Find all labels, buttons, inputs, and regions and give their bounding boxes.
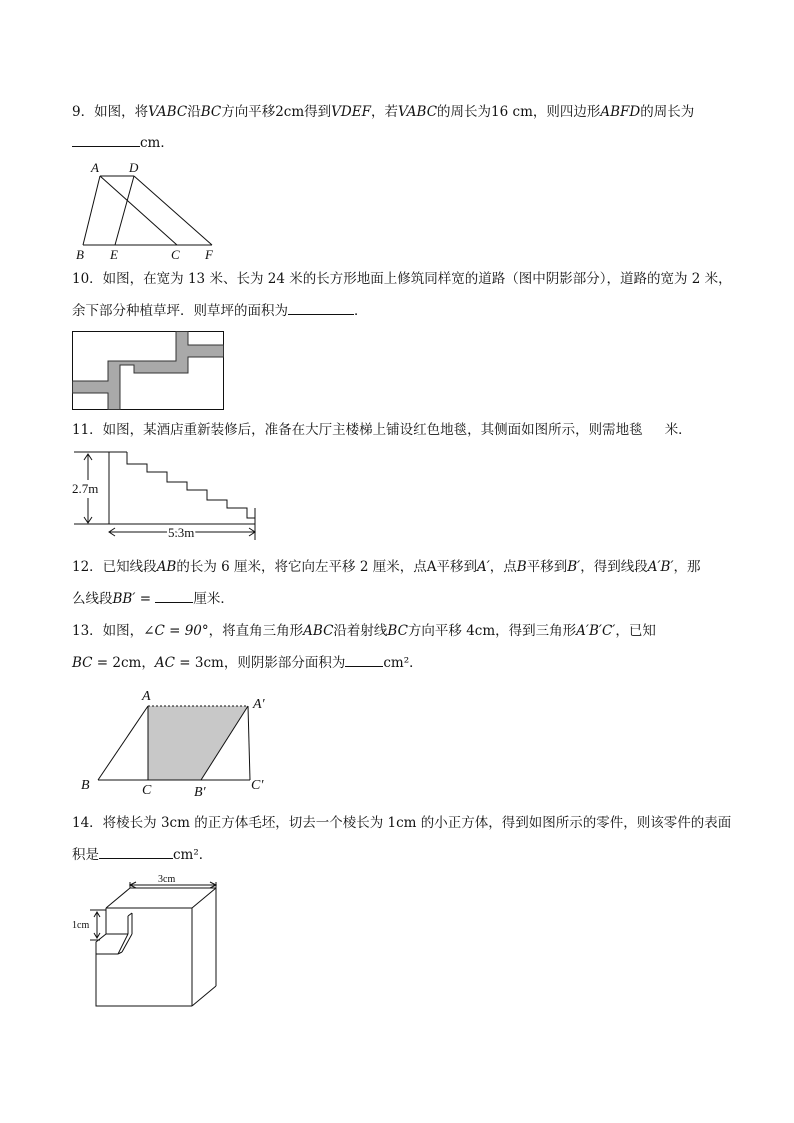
q13-label-a-prime: A′ bbox=[253, 697, 265, 712]
q9-text: 9．如图，将 bbox=[72, 104, 149, 120]
q10-text: ． bbox=[354, 303, 368, 319]
q12-segment-bb-prime: BB′ bbox=[112, 591, 136, 607]
question-12-line-1 bbox=[72, 558, 701, 576]
q9-answer-blank[interactable] bbox=[72, 134, 140, 147]
q12-text: ，得到线段 bbox=[580, 559, 648, 575]
q9-text: 沿 bbox=[187, 104, 201, 120]
q14-text: 积是 bbox=[72, 847, 99, 863]
q9-triangle-def: VDEF bbox=[331, 104, 371, 120]
q13-label-b: B bbox=[81, 778, 90, 793]
question-12-line-2 bbox=[72, 590, 234, 608]
q9-label-d: D bbox=[129, 160, 139, 175]
q13-unit: cm²． bbox=[383, 655, 423, 671]
q12-text: 厘米． bbox=[193, 591, 234, 607]
q9-distance: 2cm bbox=[275, 104, 305, 120]
q13-segment-bc: BC bbox=[72, 655, 93, 671]
q9-figure bbox=[70, 158, 220, 264]
q13-label-c: C bbox=[142, 783, 152, 798]
q9-label-a: A bbox=[91, 160, 99, 175]
q9-triangle-abc: VABC bbox=[148, 104, 188, 120]
q9-text: 的周长为 bbox=[437, 104, 492, 120]
q12-text: ，点 bbox=[489, 559, 517, 575]
q11-height-label: 2.7m bbox=[72, 481, 99, 496]
q11-answer-blank[interactable] bbox=[643, 422, 665, 434]
q13-text: ，将直角三角形 bbox=[208, 623, 304, 639]
q13-label-b-prime: B′ bbox=[194, 785, 206, 800]
q9-perimeter: 16 cm bbox=[491, 104, 533, 120]
q13-text: = 3cm，则阴影部分面积为 bbox=[174, 655, 346, 671]
q13-text: 方向平移 4cm，得到三角形 bbox=[407, 623, 577, 639]
q9-label-c: C bbox=[171, 247, 180, 262]
q12-point-b-prime: B′ bbox=[567, 559, 581, 575]
q12-segment-ab: AB bbox=[156, 559, 177, 575]
q11-text: 11．如图，某酒店重新装修后，准备在大厅主楼梯上铺设红色地毯，其侧面如图所示，则需地毯 bbox=[72, 422, 643, 438]
question-11-line-1 bbox=[72, 421, 692, 439]
question-9-line-1 bbox=[72, 103, 694, 121]
q9-text: 得到 bbox=[304, 104, 332, 120]
q14-answer-blank[interactable] bbox=[99, 846, 173, 859]
q12-answer-blank[interactable] bbox=[155, 590, 193, 603]
q13-text: 沿着射线 bbox=[333, 623, 388, 639]
q13-angle-c: ∠C = 90° bbox=[143, 623, 209, 639]
q13-figure bbox=[78, 686, 278, 801]
q10-answer-blank[interactable] bbox=[288, 302, 354, 315]
q12-point-b: B bbox=[516, 559, 527, 575]
q9-text: 方向平移 bbox=[221, 104, 276, 120]
q14-top-dimension-label: 3cm bbox=[158, 874, 176, 885]
q9-label-b: B bbox=[76, 247, 84, 262]
q12-text: 的长为 6 厘米，将它向左平移 2 厘米，点 bbox=[176, 559, 427, 575]
q9-text: ，若 bbox=[370, 104, 398, 120]
question-10-line-1 bbox=[72, 270, 732, 288]
q13-triangle-abc: ABC bbox=[303, 623, 334, 639]
q9-quad-abfd: ABFD bbox=[600, 104, 641, 120]
q11-width-label: 5.3m bbox=[168, 525, 195, 540]
q10-text: 10．如图，在宽为 13 米、长为 24 米的长方形地面上修筑同样宽的道路（图中阴影部分），道路的宽为 2 米， bbox=[72, 271, 732, 287]
question-13-line-1 bbox=[72, 622, 656, 640]
q9-label-f: F bbox=[205, 247, 213, 262]
question-9-line-2 bbox=[72, 134, 174, 152]
q12-text: 平移到 bbox=[526, 559, 568, 575]
q9-segment-bc: BC bbox=[200, 104, 222, 120]
q10-text: 余下部分种植草坪．则草坪的面积为 bbox=[72, 303, 288, 319]
q12-point-a-prime: A′ bbox=[476, 559, 490, 575]
q13-text: 13．如图， bbox=[72, 623, 144, 639]
q14-text: 14．将棱长为 3cm 的正方体毛坯，切去一个棱长为 1cm 的小正方体，得到如图所示的零件，则该零件的表面 bbox=[72, 815, 732, 831]
q12-point-a: A bbox=[426, 559, 437, 575]
q9-text: 的周长为 bbox=[640, 104, 695, 120]
q11-figure bbox=[72, 448, 262, 548]
q9-text: ，则四边形 bbox=[532, 104, 601, 120]
q14-unit: cm²． bbox=[173, 847, 213, 863]
q13-text: ，已知 bbox=[615, 623, 656, 639]
q12-segment-a-prime-b-prime: A′B′ bbox=[647, 559, 674, 575]
q12-text: 么线段 bbox=[72, 591, 113, 607]
question-14-line-2 bbox=[72, 846, 212, 864]
q13-segment-ac: AC bbox=[154, 655, 175, 671]
q10-figure bbox=[72, 331, 224, 411]
q13-triangle-prime: A′B′C′ bbox=[576, 623, 616, 639]
q14-side-dimension-label: 1cm bbox=[72, 920, 90, 931]
q12-text: = bbox=[135, 591, 156, 607]
question-10-line-2 bbox=[72, 302, 368, 320]
q12-text: 12．已知线段 bbox=[72, 559, 157, 575]
q9-unit: cm． bbox=[140, 135, 174, 151]
question-13-line-2 bbox=[72, 654, 423, 672]
q14-figure bbox=[70, 872, 230, 1012]
q13-label-c-prime: C′ bbox=[251, 778, 264, 793]
q9-label-e: E bbox=[110, 247, 118, 262]
q13-text: = 2cm， bbox=[92, 655, 155, 671]
q13-label-a: A bbox=[142, 689, 151, 704]
q12-text: ，那 bbox=[673, 559, 701, 575]
q11-text: 米． bbox=[664, 422, 692, 438]
q9-triangle-abc: VABC bbox=[397, 104, 438, 120]
q13-answer-blank[interactable] bbox=[345, 654, 383, 667]
question-14-line-1 bbox=[72, 814, 731, 832]
q13-ray-bc: BC bbox=[387, 623, 408, 639]
q12-text: 平移到 bbox=[436, 559, 477, 575]
